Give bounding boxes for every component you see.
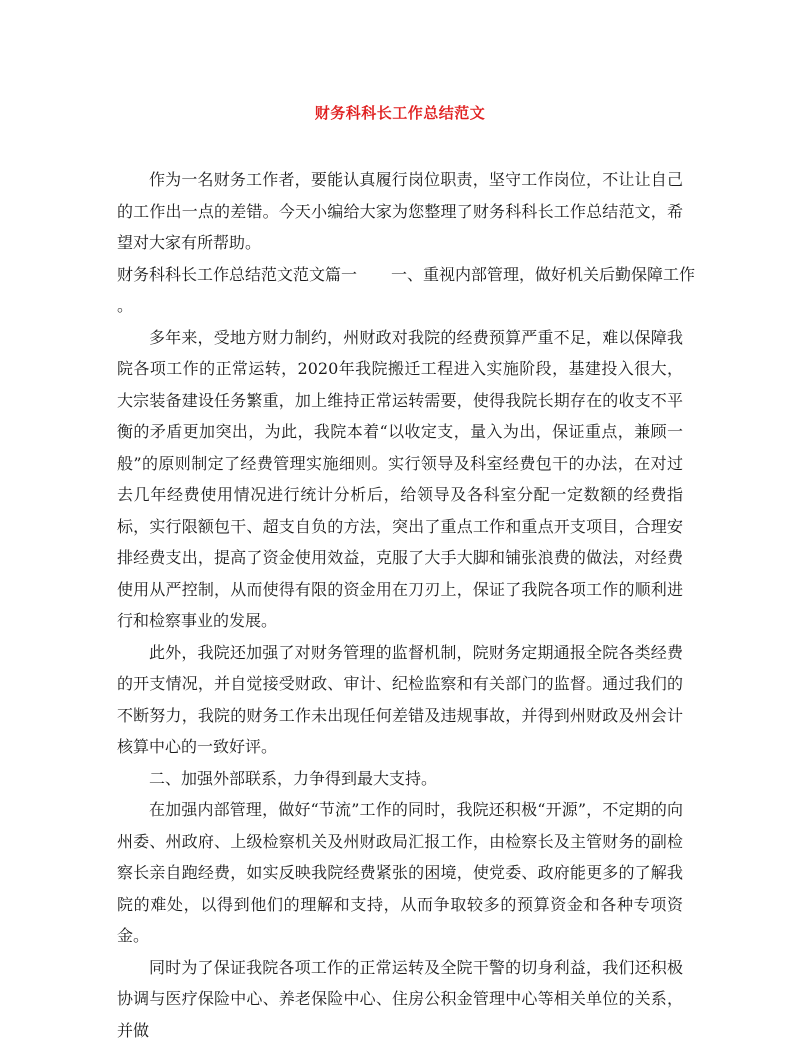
section-heading-line [117,259,683,291]
paragraph-funding: 在加强内部管理，做好“节流”工作的同时，我院还积极“开源”，不定期的向州委、州政府、上级检察机关及州财政局汇报工作，由检察长及主管财务的副检察长亲自跑经费，如实反映我院经费紧张的困境，使党委、政府能更多的了解我院的难处，以得到他们的理解和支持，从而争取较多的预算资金和各种专项资金。 [117,794,683,952]
paragraph-heading-external: 二、加强外部联系，力争得到最大支持。 [117,763,683,795]
paragraph-supervision: 此外，我院还加强了对财务管理的监督机制，院财务定期通报全院各类经费的开支情况，并自觉接受财政、审计、纪检监察和有关部门的监督。通过我们的不断努力，我院的财务工作未出现任何差错及违规事故，并得到州财政及州会计核算中心的一致好评。 [117,637,683,763]
document-title: 财务科科长工作总结范文 [0,102,800,123]
paragraph-coordination: 同时为了保证我院各项工作的正常运转及全院干警的切身利益，我们还积极协调与医疗保险中心、养老保险中心、住房公积金管理中心等相关单位的关系，并做 [117,952,683,1046]
section-subheading: 一、重视内部管理，做好机关后勤保障工作 [391,265,695,284]
trailing-punctuation: 。 [117,290,683,322]
document-body [117,164,683,1046]
section-title: 财务科科长工作总结范文范文篇一 [117,265,357,284]
intro-paragraph: 作为一名财务工作者，要能认真履行岗位职责，坚守工作岗位，不让让自己的工作出一点的差错。今天小编给大家为您整理了财务科科长工作总结范文，希望对大家有所帮助。 [117,164,683,259]
paragraph-budget: 多年来，受地方财力制约，州财政对我院的经费预算严重不足，难以保障我院各项工作的正常运转，2020年我院搬迁工程进入实施阶段，基建投入很大，大宗装备建设任务繁重，加上维持正常运转需要，使得我院长期存在的收支不平衡的矛盾更加突出，为此，我院本着“以收定支，量入为出，保证重点，兼顾一般”的原则制定了经费管理实施细则。实行领导及科室经费包干的办法，在对过去几年经费使用情况进行统计分析后，给领导及各科室分配一定数额的经费指标，实行限额包干、超支自负的方法，突出了重点工作和重点开支项目，合理安排经费支出，提高了资金使用效益，克服了大手大脚和铺张浪费的做法，对经费使用从严控制，从而使得有限的资金用在刀刃上，保证了我院各项工作的顺利进行和检察事业的发展。 [117,322,683,637]
